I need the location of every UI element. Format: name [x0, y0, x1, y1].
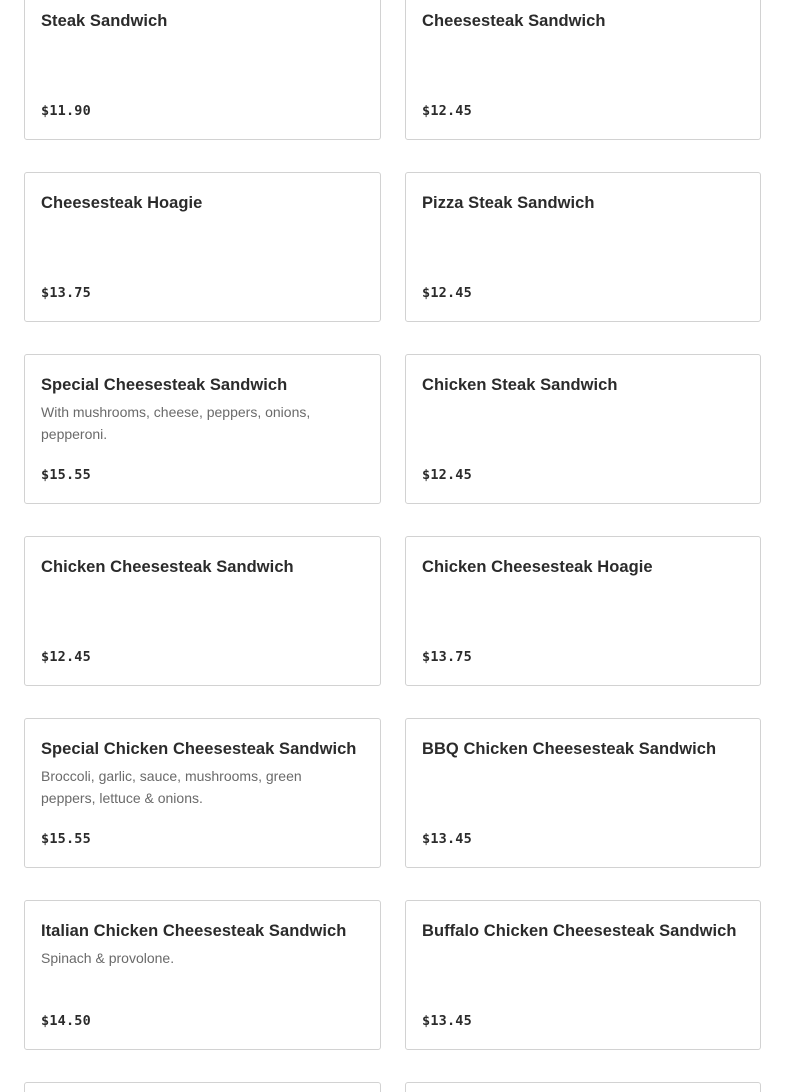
- menu-item-name: Chicken Cheesesteak Sandwich: [41, 558, 294, 576]
- menu-item-card[interactable]: [24, 354, 381, 504]
- menu-item-description: Broccoli, garlic, sauce, mushrooms, green peppers, lettuce & onions.: [41, 768, 302, 806]
- menu-item-price: $11.90: [41, 103, 91, 119]
- menu-item-name: Special Cheesesteak Sandwich: [41, 376, 288, 394]
- menu-item-price: $15.55: [41, 831, 91, 847]
- menu-item-name: Steak Sandwich: [41, 12, 168, 30]
- menu-item-name: Cheesesteak Sandwich: [422, 12, 606, 30]
- menu-item-name: Cheesesteak Hoagie: [41, 194, 203, 212]
- menu-item-card-partial[interactable]: [24, 1082, 381, 1092]
- menu-item-name: Pizza Steak Sandwich: [422, 194, 595, 212]
- menu-item-price: $12.45: [422, 467, 472, 483]
- menu-item-card[interactable]: [24, 172, 381, 322]
- menu-item-description: Spinach & provolone.: [41, 950, 175, 966]
- menu-item-price: $14.50: [41, 1013, 91, 1029]
- menu-item-card-partial[interactable]: [405, 1082, 761, 1092]
- menu-item-name: BBQ Chicken Cheesesteak Sandwich: [422, 740, 717, 758]
- menu-item-card[interactable]: [24, 0, 381, 140]
- menu-item-price: $12.45: [422, 103, 472, 119]
- menu-item-card[interactable]: [405, 900, 761, 1050]
- menu-item-card[interactable]: [24, 536, 381, 686]
- menu-item-name: Special Chicken Cheesesteak Sandwich: [41, 740, 357, 758]
- menu-item-card[interactable]: [24, 900, 381, 1050]
- menu-item-grid: [24, 0, 761, 1092]
- menu-item-card[interactable]: [24, 718, 381, 868]
- menu-item-price: $13.75: [422, 649, 472, 665]
- menu-item-price: $15.55: [41, 467, 91, 483]
- menu-item-card[interactable]: [405, 354, 761, 504]
- menu-item-card[interactable]: [405, 718, 761, 868]
- menu-item-name: Buffalo Chicken Cheesesteak Sandwich: [422, 922, 737, 940]
- menu-item-name: Chicken Steak Sandwich: [422, 376, 618, 394]
- menu-item-price: $12.45: [422, 285, 472, 301]
- menu-item-card[interactable]: [405, 0, 761, 140]
- menu-item-price: $13.45: [422, 1013, 472, 1029]
- menu-item-name: Italian Chicken Cheesesteak Sandwich: [41, 922, 347, 940]
- menu-item-name: Chicken Cheesesteak Hoagie: [422, 558, 653, 576]
- menu-item-price: $12.45: [41, 649, 91, 665]
- menu-item-price: $13.45: [422, 831, 472, 847]
- menu-item-card[interactable]: [405, 536, 761, 686]
- menu-item-card[interactable]: [405, 172, 761, 322]
- menu-item-description: With mushrooms, cheese, peppers, onions, pepperoni.: [41, 404, 311, 442]
- menu-item-price: $13.75: [41, 285, 91, 301]
